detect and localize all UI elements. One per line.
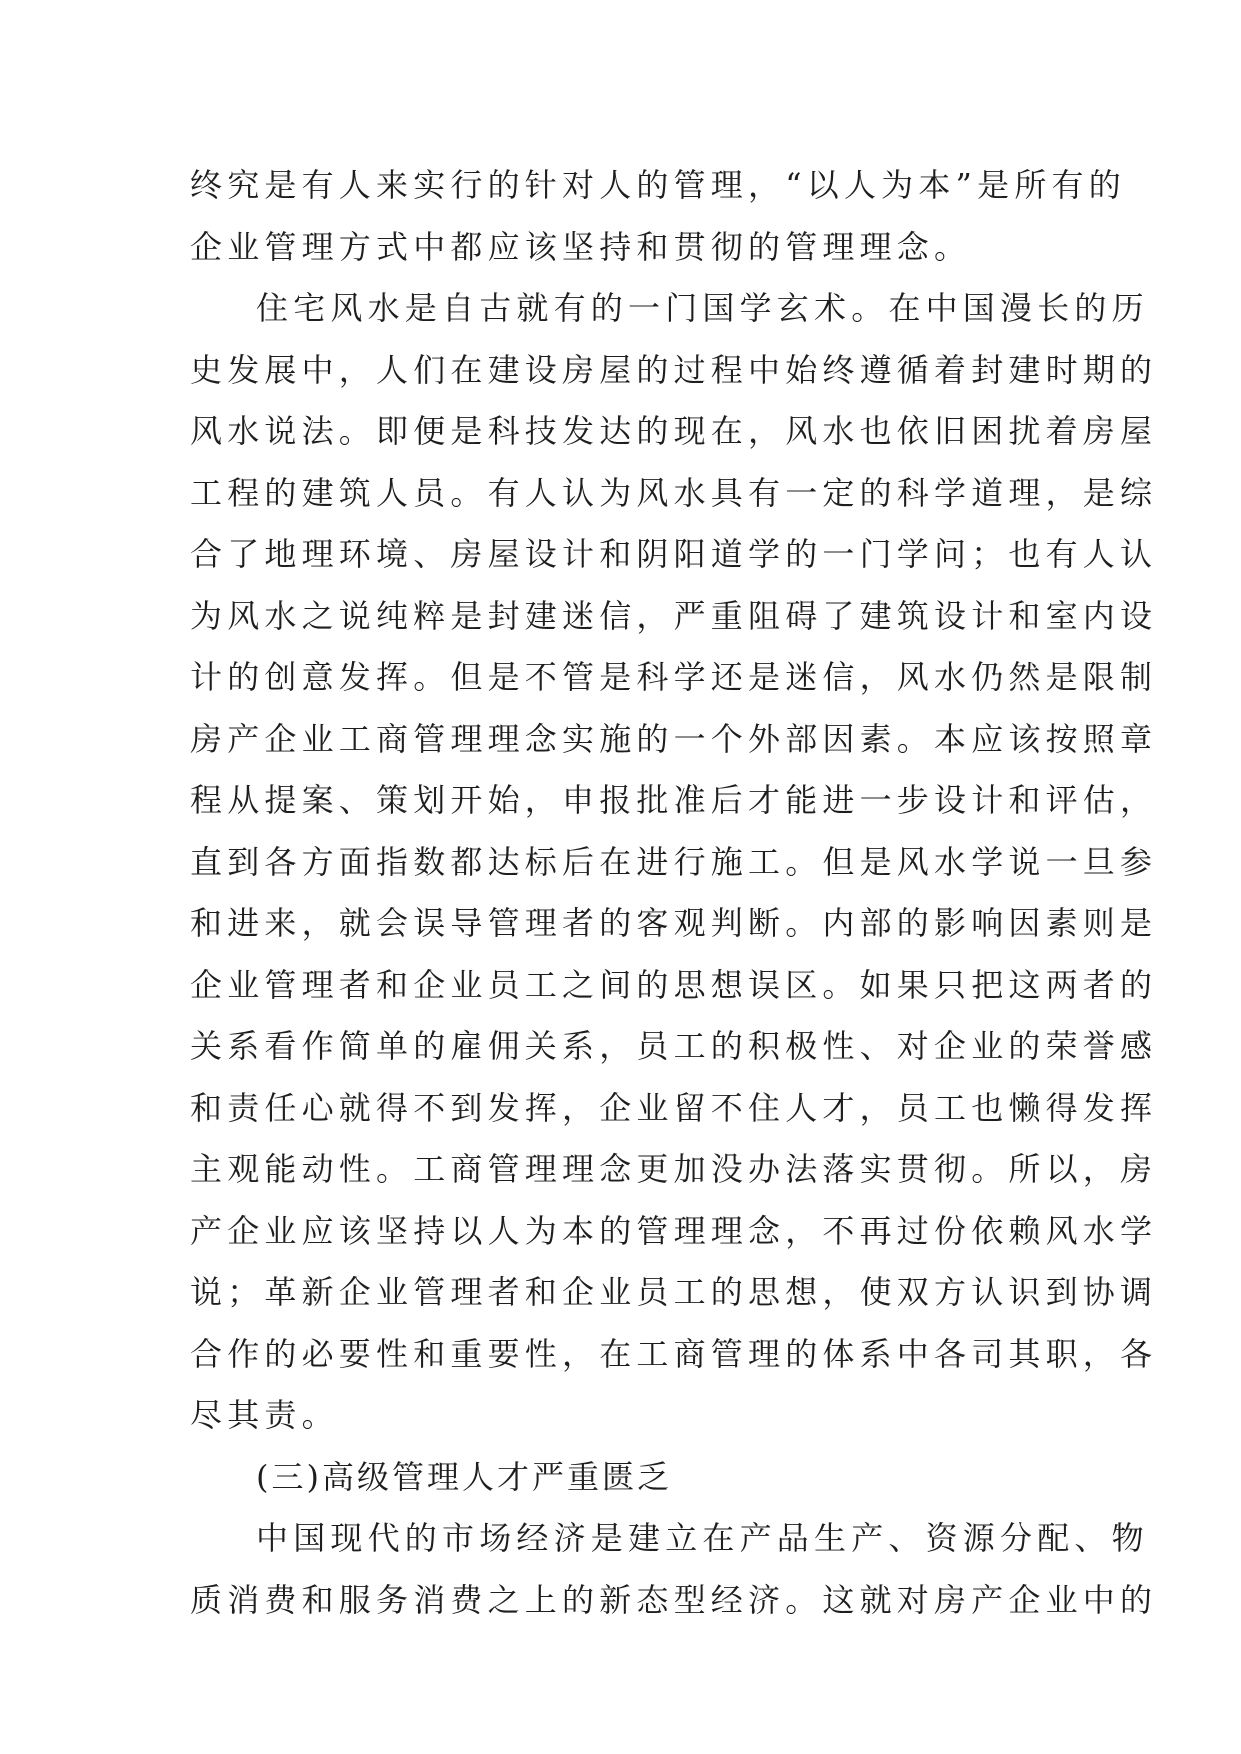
text-line: 企业管理者和企业员工之间的思想误区。如果只把这两者的 (190, 965, 1158, 1004)
text-line: 和进来，就会误导管理者的客观判断。内部的影响因素则是 (190, 904, 1158, 942)
text-line: 计的创意发挥。但是不管是科学还是迷信，风水仍然是限制 (190, 658, 1158, 696)
text-line: 企业管理方式中都应该坚持和贯彻的管理理念。 (190, 227, 972, 266)
text-line: 和责任心就得不到发挥，企业留不住人才，员工也懒得发挥 (190, 1088, 1158, 1127)
text-line: 说；革新企业管理者和企业员工的思想，使双方认识到协调 (190, 1273, 1158, 1311)
text-line: 为风水之说纯粹是封建迷信，严重阻碍了建筑设计和室内设 (190, 596, 1158, 635)
text-line: 工程的建筑人员。有人认为风水具有一定的科学道理，是综 (190, 473, 1158, 512)
text-line: 史发展中，人们在建设房屋的过程中始终遵循着封建时期的 (190, 350, 1158, 389)
text-line: 终究是有人来实行的针对人的管理，“以人为本”是所有的 (190, 166, 1126, 204)
paragraph-start-line: 中国现代的市场经济是建立在产品生产、资源分配、物 (256, 1519, 1149, 1557)
body-text (190, 155, 1158, 1631)
text-line: 直到各方面指数都达标后在进行施工。但是风水学说一旦参 (190, 842, 1158, 881)
text-line: 质消费和服务消费之上的新态型经济。这就对房产企业中的 (190, 1580, 1158, 1619)
text-line: 合了地理环境、房屋设计和阴阳道学的一门学问；也有人认 (190, 535, 1158, 573)
text-line: 主观能动性。工商管理理念更加没办法落实贯彻。所以，房 (190, 1150, 1158, 1188)
text-line: 风水说法。即便是科技发达的现在，风水也依旧困扰着房屋 (190, 412, 1158, 450)
text-line: 尽其责。 (190, 1396, 339, 1434)
section-heading: (三)高级管理人才严重匮乏 (256, 1457, 672, 1496)
text-line: 房产企业工商管理理念实施的一个外部因素。本应该按照章 (190, 719, 1158, 758)
text-line: 程从提案、策划开始，申报批准后才能进一步设计和评估， (190, 781, 1158, 819)
text-line: 产企业应该坚持以人为本的管理理念，不再过份依赖风水学 (190, 1211, 1158, 1250)
paragraph-start-line: 住宅风水是自古就有的一门国学玄术。在中国漫长的历 (256, 289, 1149, 327)
text-line: 合作的必要性和重要性，在工商管理的体系中各司其职，各 (190, 1334, 1158, 1373)
text-line: 关系看作简单的雇佣关系，员工的积极性、对企业的荣誉感 (190, 1027, 1158, 1065)
